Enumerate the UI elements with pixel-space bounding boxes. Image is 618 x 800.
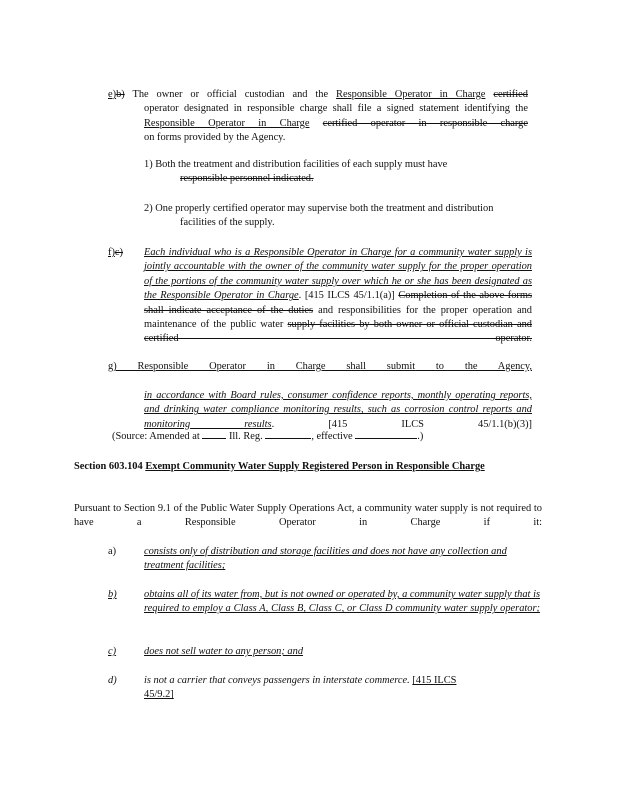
e-item2-text: 2) One properly certified operator may supervise both the treatment and distribution facilities of the supply. <box>144 203 494 229</box>
f-text2: and responsibilities for the proper operation and maintenance of the public water <box>144 304 532 331</box>
d-text: is not a carrier that conveys passengers in interstate commerce. <box>144 675 410 686</box>
paragraph-e <box>108 88 528 146</box>
e-strike1: certified <box>493 89 528 100</box>
source-reg: Ill. Reg. <box>228 431 263 442</box>
list-item-d <box>108 674 488 703</box>
label-e: e) <box>108 89 117 100</box>
e-text3: on forms provided by the Agency. <box>144 132 286 144</box>
c-text: does not sell water to any person; and <box>144 646 304 657</box>
f-cite: . [415 ILCS 45/1.1(a)] <box>298 290 395 302</box>
list-item-a <box>108 545 508 574</box>
e-item1-text: 1) Both the treatment and distribution facilities of each supply must have <box>144 159 448 170</box>
e-roc: Responsible Operator in Charge <box>336 89 486 100</box>
label-a: a) <box>108 546 117 557</box>
e-roc-2: Responsible Operator in Charge <box>144 117 310 129</box>
g-italic: in accordance with Board rules, consumer confidence reports, monthly operating reports, and drinking water compliance monitoring results, such as corrosion control reports and monitoring results <box>144 389 532 430</box>
label-b-deleted: b) <box>116 89 125 100</box>
e-text2: operator designated in responsible charge shall file a signed statement identifying the <box>144 103 528 115</box>
source-end: .) <box>417 431 424 442</box>
e-item1-strike: responsible personnel indicated. <box>180 173 314 185</box>
section-heading <box>74 460 498 474</box>
label-c-deleted: c) <box>114 247 123 258</box>
d-cite: [415 ILCS 45/9.2] <box>144 675 457 701</box>
label-f: f) <box>108 247 115 258</box>
g-cite: . [415 ILCS 45/1.1(b)(3)] <box>271 418 532 430</box>
e-item-2 <box>144 202 494 231</box>
source-note <box>112 430 532 444</box>
g-lead: g) Responsible Operator in Charge shall submit <box>108 361 416 372</box>
f-strike1: Completion of the above forms shall indicate acceptance of the duties <box>144 290 533 316</box>
b-text: obtains all of its water from, but is not owned or operated by, a community water supply that is required to employ a Class A, Class B, Class C, or Class D community water supply operator; <box>144 589 540 615</box>
section-title: Exempt Community Water Supply Registered Person in Responsible Charge <box>145 461 485 472</box>
source-eff: , effective <box>311 431 353 442</box>
f-strike2: supply facilities by both owner or official custodian and certified operator. <box>144 319 532 345</box>
e-text1: The owner or official custodian and the <box>132 89 329 100</box>
label-c: c) <box>108 646 117 657</box>
pursuant-paragraph <box>74 502 542 545</box>
source-text: (Source: Amended at <box>112 431 200 442</box>
list-item-c <box>108 645 508 659</box>
label-d: d) <box>108 675 117 686</box>
paragraph-f <box>108 246 532 361</box>
label-b: b) <box>108 589 117 600</box>
section-number: Section 603.104 <box>74 461 143 472</box>
e-item-1 <box>144 158 504 187</box>
pursuant-text: Pursuant to Section 9.1 of the Public Water Supply Operations Act, a community water supply is not required to have a Responsible Operator in Charge if it: <box>74 503 542 529</box>
f-italic: Each individual who is a Responsible Operator in Charge for a community water supply is jointly accountable with the owner of the community water supply for the proper operation of the portions of the community water supply over which he or she has been designated as the Responsible Operator in Charge <box>144 247 532 302</box>
e-strike2: certified operator in responsible charge <box>322 117 528 129</box>
a-text: consists only of distribution and storage facilities and does not have any collection and treatment facilities; <box>144 546 507 572</box>
list-item-b <box>108 588 540 631</box>
g-mid: to the Agency, <box>435 361 532 372</box>
